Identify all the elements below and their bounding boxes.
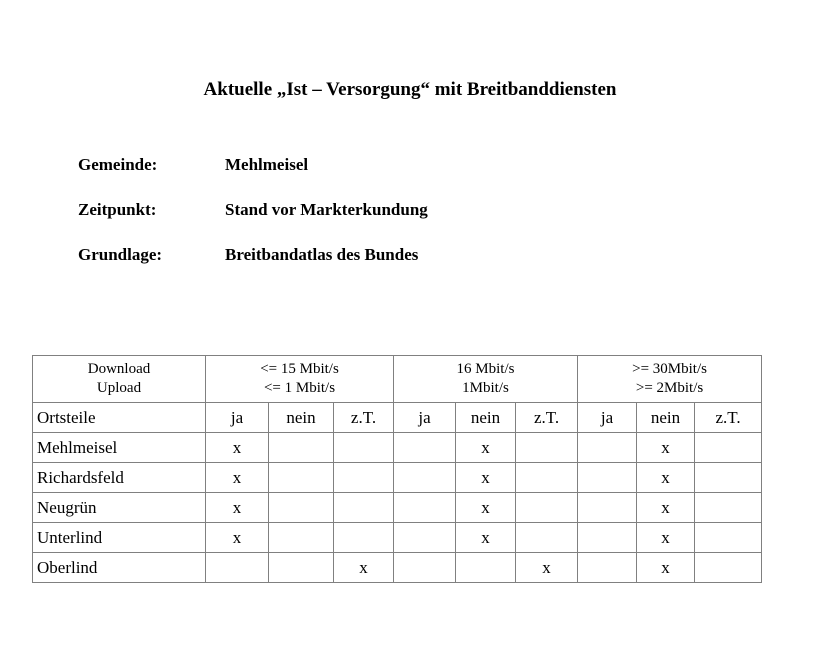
availability-cell: x bbox=[637, 553, 695, 583]
coverage-table bbox=[32, 355, 762, 583]
availability-cell: x bbox=[516, 553, 578, 583]
subcol-nein: nein bbox=[269, 403, 334, 433]
table-row bbox=[33, 433, 762, 463]
availability-cell: x bbox=[637, 433, 695, 463]
availability-cell bbox=[269, 553, 334, 583]
availability-cell: x bbox=[456, 493, 516, 523]
availability-cell: x bbox=[637, 493, 695, 523]
upload-label: Upload bbox=[96, 380, 142, 396]
availability-cell: x bbox=[206, 493, 269, 523]
ortsteil-name: Richardsfeld bbox=[33, 463, 206, 493]
availability-cell: x bbox=[206, 523, 269, 553]
availability-cell: x bbox=[456, 433, 516, 463]
availability-cell bbox=[269, 463, 334, 493]
group-upload: <= 1 Mbit/s bbox=[263, 380, 336, 396]
availability-cell bbox=[334, 433, 394, 463]
group-header bbox=[578, 356, 762, 403]
group-upload: 1Mbit/s bbox=[462, 380, 509, 396]
availability-cell: x bbox=[334, 553, 394, 583]
group-download: >= 30Mbit/s bbox=[632, 361, 707, 377]
availability-cell bbox=[695, 553, 762, 583]
meta-value: Mehlmeisel bbox=[225, 155, 309, 174]
availability-cell bbox=[578, 433, 637, 463]
meta-label: Gemeinde: bbox=[78, 155, 158, 174]
availability-cell bbox=[206, 553, 269, 583]
group-header bbox=[394, 356, 578, 403]
availability-cell bbox=[695, 433, 762, 463]
row-header-label: Ortsteile bbox=[33, 403, 206, 433]
availability-cell bbox=[269, 523, 334, 553]
availability-cell: x bbox=[206, 463, 269, 493]
subcol-ja: ja bbox=[394, 403, 456, 433]
meta-value: Breitbandatlas des Bundes bbox=[225, 245, 419, 264]
availability-cell bbox=[516, 493, 578, 523]
availability-cell bbox=[394, 523, 456, 553]
availability-cell: x bbox=[456, 463, 516, 493]
availability-cell bbox=[269, 433, 334, 463]
availability-cell bbox=[578, 493, 637, 523]
table-body bbox=[33, 433, 762, 583]
availability-cell bbox=[516, 433, 578, 463]
table-row bbox=[33, 463, 762, 493]
ortsteil-name: Neugrün bbox=[33, 493, 206, 523]
subcol-ja: ja bbox=[206, 403, 269, 433]
availability-cell bbox=[394, 493, 456, 523]
availability-cell: x bbox=[206, 433, 269, 463]
availability-cell bbox=[269, 493, 334, 523]
ortsteil-name: Oberlind bbox=[33, 553, 206, 583]
availability-cell bbox=[578, 553, 637, 583]
meta-value: Stand vor Markterkundung bbox=[225, 200, 428, 219]
availability-cell bbox=[456, 553, 516, 583]
subheader-row bbox=[33, 403, 762, 433]
group-header bbox=[206, 356, 394, 403]
availability-cell bbox=[394, 463, 456, 493]
availability-cell bbox=[334, 523, 394, 553]
availability-cell bbox=[516, 523, 578, 553]
subcol-ja: ja bbox=[578, 403, 637, 433]
ortsteil-name: Mehlmeisel bbox=[33, 433, 206, 463]
table-row bbox=[33, 553, 762, 583]
availability-cell bbox=[695, 493, 762, 523]
ortsteil-name: Unterlind bbox=[33, 523, 206, 553]
subcol-zt: z.T. bbox=[334, 403, 394, 433]
availability-cell: x bbox=[456, 523, 516, 553]
table-row bbox=[33, 493, 762, 523]
subcol-zt: z.T. bbox=[516, 403, 578, 433]
group-header-row bbox=[33, 356, 762, 403]
table-row bbox=[33, 523, 762, 553]
availability-cell bbox=[334, 493, 394, 523]
group-upload: >= 2Mbit/s bbox=[635, 380, 704, 396]
availability-cell bbox=[695, 463, 762, 493]
availability-cell bbox=[394, 433, 456, 463]
document-title: Aktuelle „Ist – Versorgung“ mit Breitbanddiensten bbox=[203, 79, 617, 100]
availability-cell bbox=[394, 553, 456, 583]
availability-cell bbox=[578, 463, 637, 493]
download-label: Download bbox=[87, 361, 151, 377]
availability-cell bbox=[334, 463, 394, 493]
availability-cell bbox=[578, 523, 637, 553]
group-download: <= 15 Mbit/s bbox=[260, 361, 339, 377]
availability-cell bbox=[516, 463, 578, 493]
meta-label: Grundlage: bbox=[78, 245, 163, 264]
group-download: 16 Mbit/s bbox=[456, 361, 515, 377]
availability-cell: x bbox=[637, 523, 695, 553]
meta-label: Zeitpunkt: bbox=[78, 200, 157, 219]
subcol-zt: z.T. bbox=[695, 403, 762, 433]
availability-cell bbox=[695, 523, 762, 553]
corner-header bbox=[33, 356, 206, 403]
subcol-nein: nein bbox=[637, 403, 695, 433]
subcol-nein: nein bbox=[456, 403, 516, 433]
availability-cell: x bbox=[637, 463, 695, 493]
